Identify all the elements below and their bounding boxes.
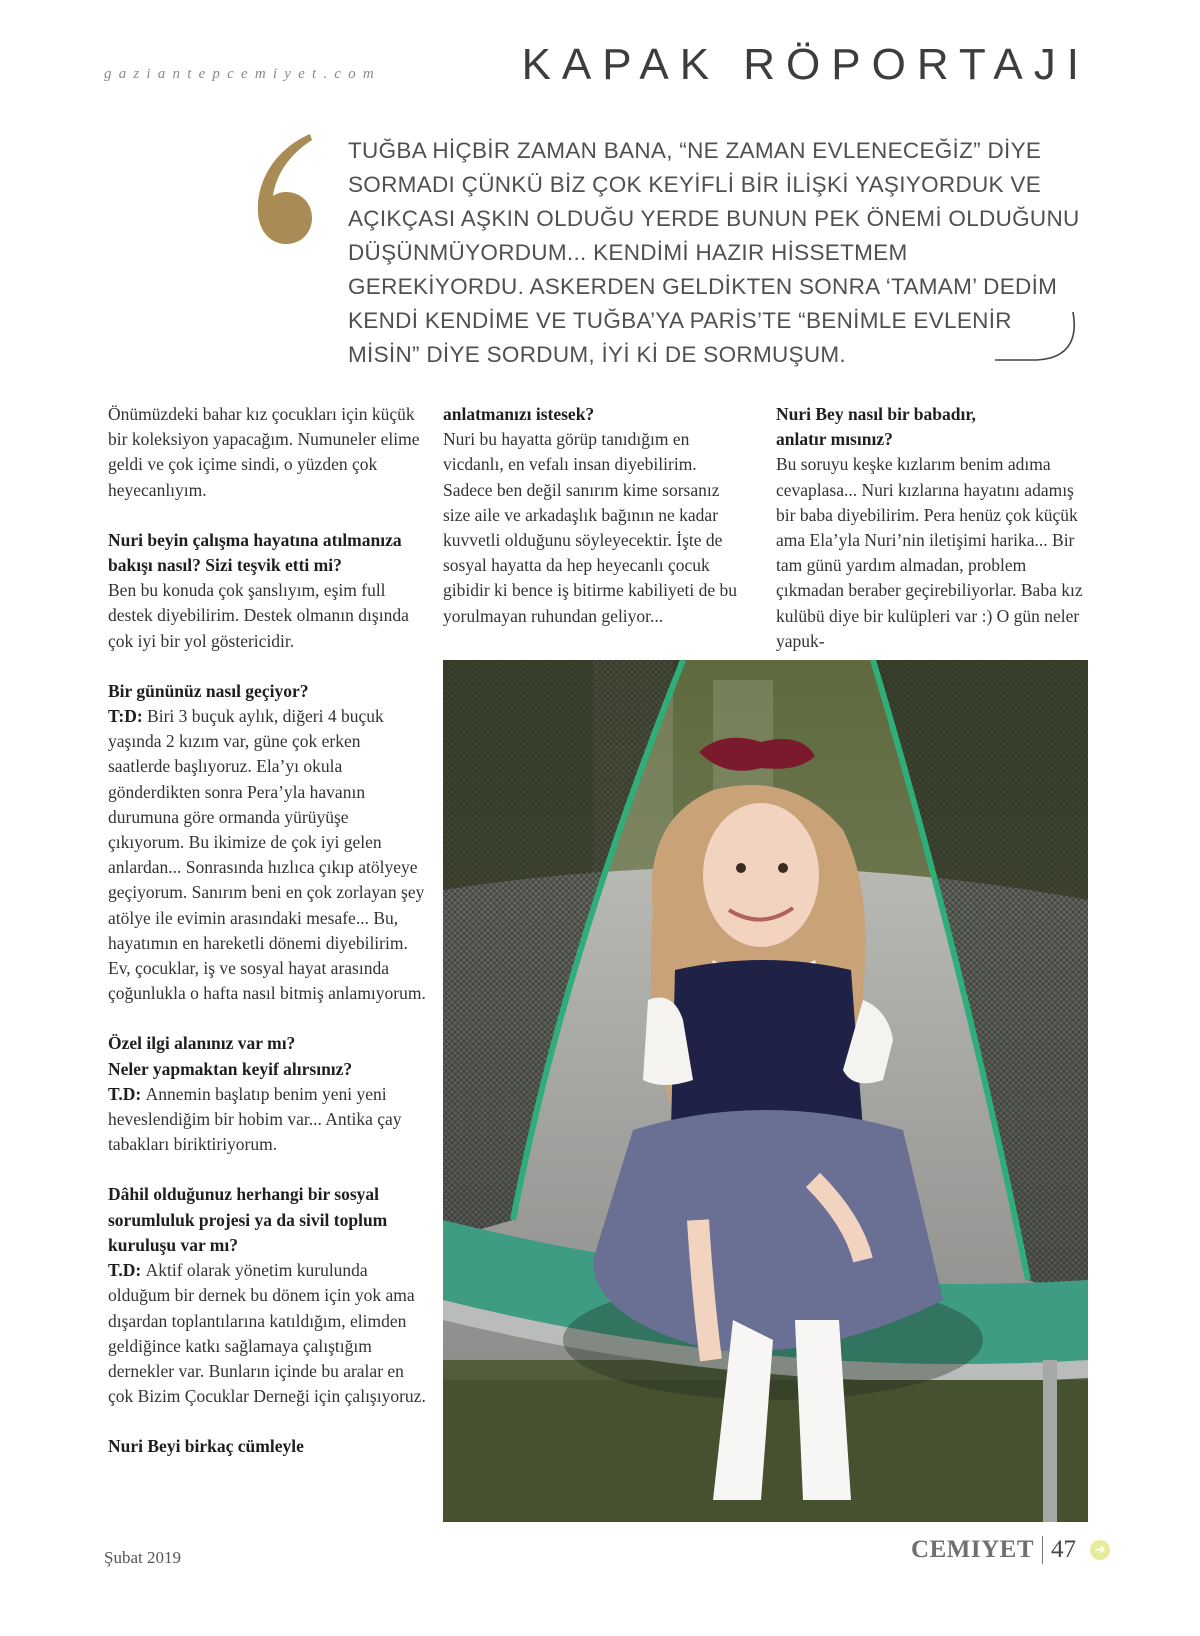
- article-column-2: [443, 402, 749, 654]
- answer-1: Ben bu konuda çok şanslıyım, eşim full destek diyebilirim. Destek olmanın dışında çok iyi bir yol göstericidir.: [108, 580, 409, 651]
- qa-block-5-end: [443, 402, 749, 629]
- answer-6: Bu soruyu keşke kızlarım benim adıma cevaplasa... Nuri kızlarına hayatını adamış bir baba diyebilirim. Pera henüz çok küçük ama Ela’yla Nuri’nin iletişimi harika... Bir tam günü yardım almadan, problem çıkmadan beraber geçirebiliyorlar. Baba kız kulübü diye bir kulüpleri var :) O gün neler yapuk-: [776, 454, 1083, 651]
- qa-block-6: [776, 402, 1088, 654]
- question-3-line-1: Özel ilgi alanınız var mı?: [108, 1033, 296, 1054]
- next-arrow-icon: ➜: [1090, 1540, 1110, 1560]
- magazine-name: CEMIYET: [911, 1536, 1034, 1563]
- article-column-3: [776, 402, 1088, 679]
- answer-5: Nuri bu hayatta görüp tanıdığım en vicdanlı, en vefalı insan diyebilirim. Sadece ben değil sanırım kime sorsanız size aile ve arkadaşlık bağının ne kadar kuvvetli olduğunu söyleyecektir. İşte de sosyal hayatta da hep heyecanlı çocuk gibidir ki bence iş bitirme kabiliyeti de bu yorulmayan ruhundan geliyor...: [443, 429, 738, 626]
- section-title: KAPAK RÖPORTAJI: [521, 40, 1090, 89]
- answer-4: Aktif olarak yönetim kurulunda olduğum bir dernek bu dönem için yok ama dışardan toplantılarına katıldığım, elimden geldiğince katkı sağlamaya çalıştığım dernekler var. Bunların içinde bu aralar en çok Bizim Çocuklar Derneği için çalışıyoruz.: [108, 1260, 426, 1407]
- site-url: gaziantepcemiyet.com: [104, 66, 381, 82]
- page-number: 47: [1051, 1536, 1076, 1563]
- answer-3: Annemin başlatıp benim yeni yeni heveslendiğim bir hobim var... Antika çay tabakları biriktiriyorum.: [108, 1083, 402, 1155]
- footer-divider: [1042, 1536, 1043, 1564]
- question-2: Bir gününüz nasıl geçiyor?: [108, 680, 309, 701]
- answer-2-prefix: T:D:: [108, 706, 148, 727]
- answer-4-prefix: T.D:: [108, 1260, 146, 1281]
- quote-mark-icon: [252, 132, 324, 252]
- question-4: Dâhil olduğunuz herhangi bir sosyal sorumluluk projesi ya da sivil toplum kuruluşu var mı?: [108, 1184, 388, 1255]
- qa-block-1: [108, 528, 426, 654]
- qa-block-4: [108, 1182, 426, 1409]
- qa-block-5-start: [108, 1434, 426, 1459]
- answer-3-prefix: T.D:: [108, 1083, 146, 1104]
- cover-photo: [443, 660, 1088, 1522]
- girl-on-trampoline-illustration: [443, 660, 1088, 1522]
- question-5-end: anlatmanızı istesek?: [443, 404, 595, 424]
- quote-bracket-decoration: [993, 310, 1083, 370]
- intro-paragraph: Önümüzdeki bahar kız çocukları için küçük bir koleksiyon yapacağım. Numuneler elime geldi ve çok içime sindi, o yüzden çok heyecanlıyım.: [108, 404, 420, 500]
- article-column-1: [108, 402, 426, 1485]
- answer-2: Biri 3 buçuk aylık, diğeri 4 buçuk yaşında 2 kızım var, güne çok erken saatlerde başlıyoruz. Ela’yı okula gönderdikten sonra Pera’yla havanın durumuna göre ormanda yürüyüşe çıkıyorum. Bu ikimize de çok iyi gelen anlardan... Sonrasında hızlıca çıkıp atölyeye geçiyorum. Sanırım beni en çok zorlayan şey atölye ile evimin arasındaki mesafe... Bu, hayatımın en hareketli dönemi diyebilirim. Ev, çocuklar, iş ve sosyal hayat arasında çoğunlukla o hafta nasıl bitmiş anlamıyorum.: [108, 706, 426, 1004]
- question-1: Nuri beyin çalışma hayatına atılmanıza bakışı nasıl? Sizi teşvik etti mi?: [108, 529, 402, 576]
- issue-date: Şubat 2019: [104, 1548, 181, 1567]
- qa-block-2: [108, 679, 426, 1007]
- question-6-line-1: Nuri Bey nasıl bir babadır,: [776, 404, 976, 424]
- pull-quote: TUĞBA HİÇBİR ZAMAN BANA, “NE ZAMAN EVLENECEĞİZ” DİYE SORMADI ÇÜNKÜ BİZ ÇOK KEYİFLİ BİR İLİŞKİ YAŞIYORDUK VE AÇIKÇASI AŞKIN OLDUĞU YERDE BUNUN PEK ÖNEMİ OLDUĞUNU DÜŞÜNMÜYORDUM... KENDİMİ HAZIR HİSSETMEM GEREKİYORDU. ASKERDEN GELDİKTEN SONRA ‘TAMAM’ DEDİM KENDİ KENDİME VE TUĞBA’YA PARİS’TE “BENİMLE EVLENİR MİSİN” DİYE SORDUM, İYİ Kİ DE SORMUŞUM.: [348, 138, 1080, 367]
- qa-block-3: [108, 1031, 426, 1157]
- question-5-start: Nuri Beyi birkaç cümleyle: [108, 1436, 304, 1457]
- question-3-line-2: Neler yapmaktan keyif alırsınız?: [108, 1058, 353, 1079]
- footer-brand: [911, 1536, 1110, 1564]
- question-6-line-2: anlatır mısınız?: [776, 429, 893, 450]
